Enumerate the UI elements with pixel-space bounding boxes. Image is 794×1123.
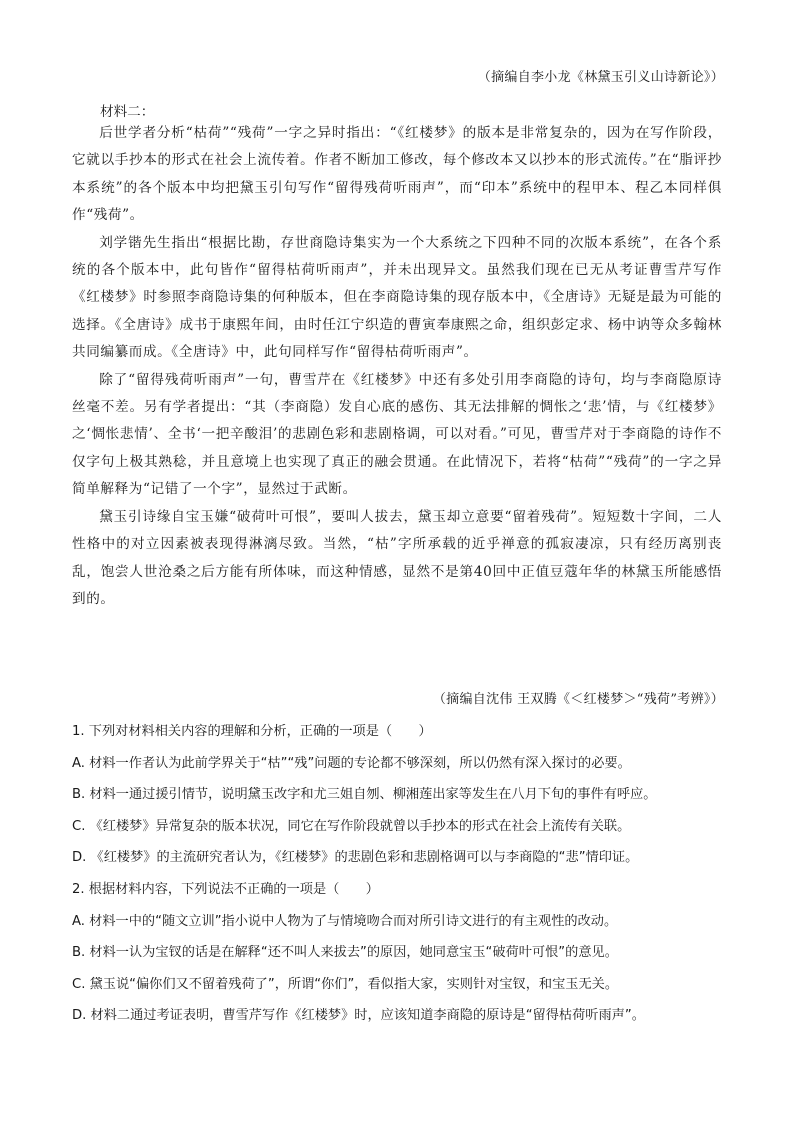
question-2-stem: 2. 根据材料内容，下列说法不正确的一项是（ ） bbox=[72, 882, 379, 897]
paragraph-1: 后世学者分析“枯荷”“残荷”一字之异时指出：“《红楼梦》的版本是非常复杂的，因为在写作阶段，它就以手抄本的形式在社会上流传着。作者不断加工修改，每个修改本又以抄本的形式流传。”在“脂评抄本系统”的各个版本中均把黛玉引句写作“留得残荷听雨声”，而“印本”系统中的程甲本、程乙本同样俱作“残荷”。 bbox=[72, 125, 722, 224]
source-citation-2: （摘编自沈伟 王双腾《＜红楼梦＞“残荷”考辨》） bbox=[432, 692, 724, 707]
paragraph-3: 除了“留得残荷听雨声”一句，曹雪芹在《红楼梦》中还有多处引用李商隐的诗句，均与李商隐原诗丝毫不差。另有学者提出：“其（李商隐）发自心底的感伤、其无法排解的惆怅之‘悲’情，与《红楼梦》之‘惆怅悲情’、全书‘一把辛酸泪’的悲剧色彩和悲剧格调，可以对看。”可见，曹雪芹对于李商隐的诗作不仅字句上极其熟稔，并且意境上也实现了真正的融会贯通。在此情况下，若将“枯荷”“残荷”的一字之异简单解释为“记错了一个字”，显然过于武断。 bbox=[72, 371, 722, 498]
question-2 bbox=[72, 874, 732, 1032]
paragraph-4: 黛玉引诗缘自宝玉嫌“破荷叶可恨”，要叫人拔去，黛玉却立意要“留着残荷”。短短数十字间，二人性格中的对立因素被表现得淋漓尽致。当然，“枯”字所承载的近乎禅意的孤寂凄凉，只有经历离别丧乱，饱尝人世沧桑之后方能有所体味，而这种情感，显然不是第40回中正值豆蔻年华的林黛玉所能感悟到的。 bbox=[72, 508, 722, 607]
question-1-option-b: B. 材料一通过援引情节，说明黛玉改字和尤三姐自刎、柳湘莲出家等发生在八月下旬的事件有呼应。 bbox=[72, 787, 657, 803]
question-1-stem: 1. 下列对材料相关内容的理解和分析，正确的一项是（ ） bbox=[72, 724, 432, 739]
question-1-option-d: D. 《红楼梦》的主流研究者认为，《红楼梦》的悲剧色彩和悲剧格调可以与李商隐的“悲”情印证。 bbox=[72, 850, 639, 866]
question-2-option-c: C. 黛玉说“偏你们又不留着残荷了”，所谓“你们”，看似指大家，实则针对宝钗，和宝玉无关。 bbox=[72, 976, 619, 992]
paragraph-2: 刘学锴先生指出“根据比勘，存世商隐诗集实为一个大系统之下四种不同的次版本系统”，在各个系统的各个版本中，此句皆作“留得枯荷听雨声”，并未出现异文。虽然我们现在已无从考证曹雪芹写作《红楼梦》时参照李商隐诗集的何种版本，但在李商隐诗集的现存版本中，《全唐诗》无疑是最为可能的选择。《全唐诗》成书于康熙年间，由时任江宁织造的曹寅奉康熙之命，组织彭定求、杨中讷等众多翰林共同编纂而成。《全唐诗》中，此句同样写作“留得枯荷听雨声”。 bbox=[72, 234, 722, 361]
question-2-option-d: D. 材料二通过考证表明，曹雪芹写作《红楼梦》时，应该知道李商隐的原诗是“留得枯荷听雨声”。 bbox=[72, 1008, 645, 1024]
question-1 bbox=[72, 716, 732, 874]
question-2-option-b: B. 材料一认为宝钗的话是在解释“还不叫人来拔去”的原因，她同意宝玉“破荷叶可恨”的意见。 bbox=[72, 945, 618, 961]
material-2-heading: 材料二： bbox=[100, 104, 155, 120]
question-1-option-c: C. 《红楼梦》异常复杂的版本状况，同它在写作阶段就曾以手抄本的形式在社会上流传有关联。 bbox=[72, 818, 631, 834]
question-1-option-a: A. 材料一作者认为此前学界关于“枯”“残”问题的专论都不够深刻，所以仍然有深入探讨的必要。 bbox=[72, 755, 631, 771]
question-2-option-a: A. 材料一中的“随文立训”指小说中人物为了与情境吻合而对所引诗文进行的有主观性的改动。 bbox=[72, 913, 618, 929]
source-citation-1: （摘编自李小龙《林黛玉引义山诗新论》） bbox=[477, 70, 724, 85]
material-2-body bbox=[72, 120, 722, 613]
